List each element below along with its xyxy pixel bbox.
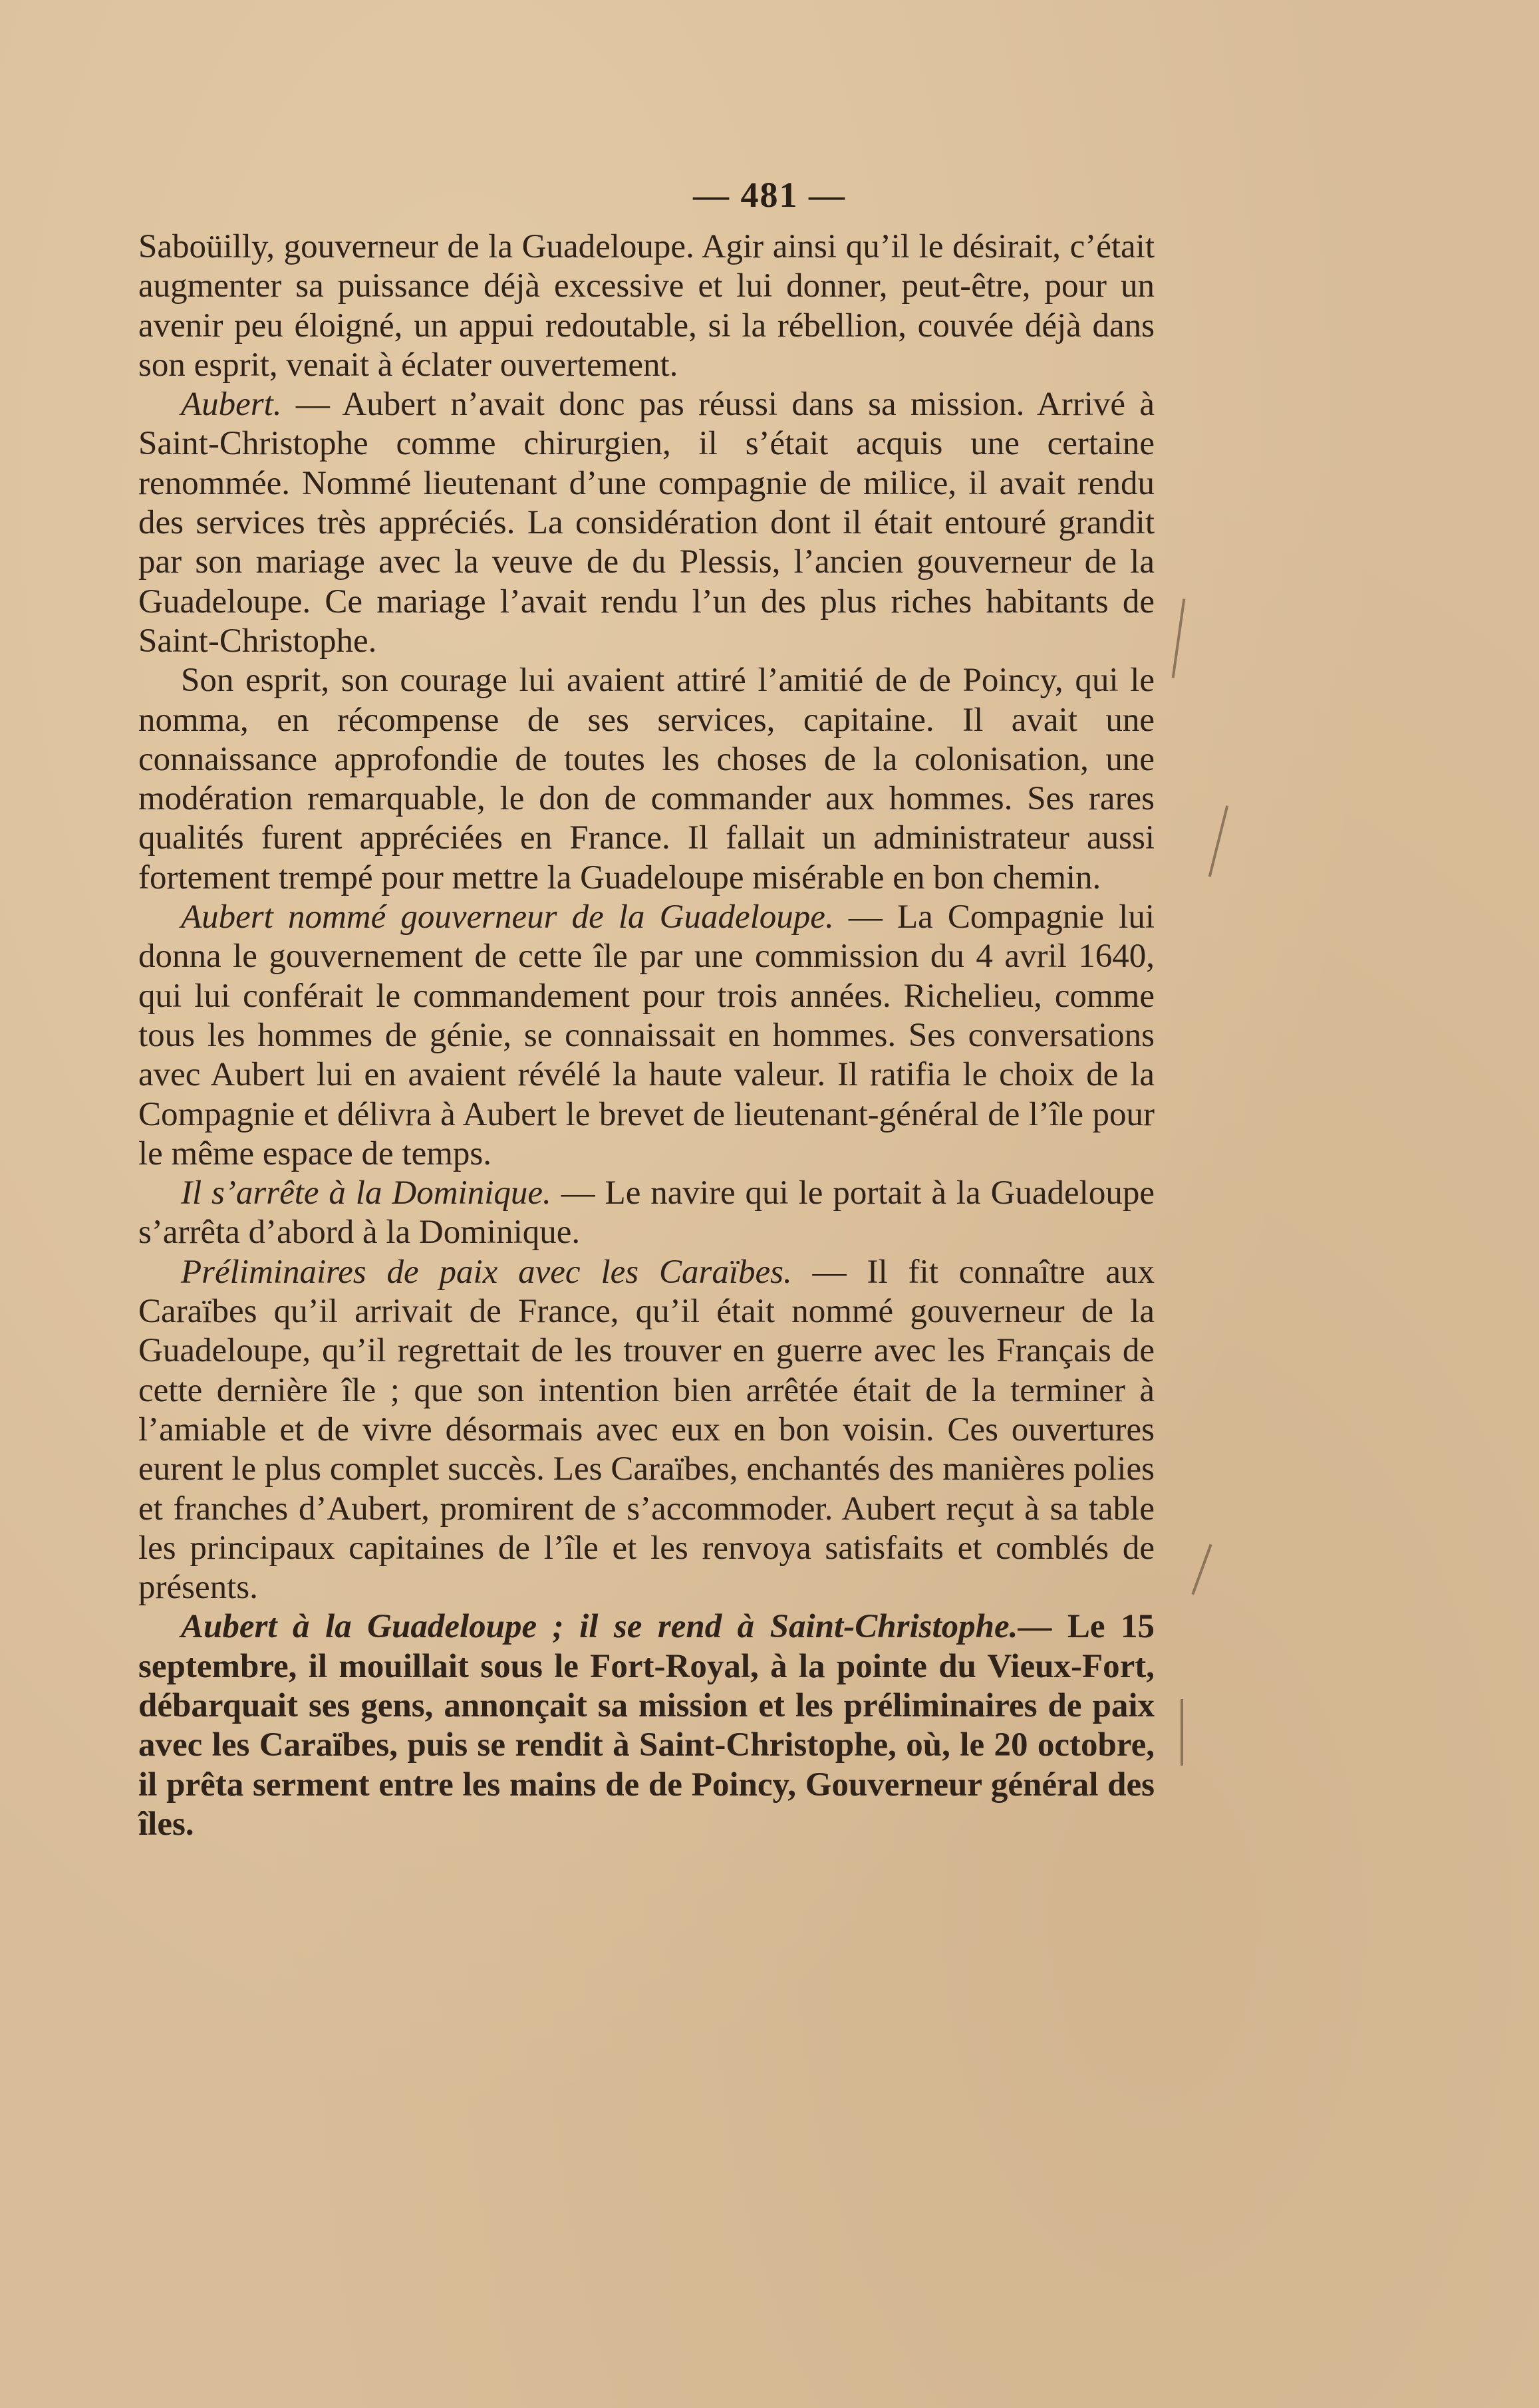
paragraph-text: Son esprit, son courage lui avaient attiré l’amitié de de Poincy, qui le nomma, en récompense de ses services, capitaine. Il avait une connaissance approfondie de toutes les choses de la colonisation, une modération remarquable, le don de commander aux hommes. Ses rares qualités furent appréciées en France. Il fallait un administrateur aussi fortement trempé pour mettre la Guadeloupe misérable en bon chemin.: [138, 662, 1155, 896]
paragraph-text: — Le 15 septembre, il mouillait sous le Fort-Royal, à la pointe du Vieux-Fort, débarquait ses gens, annonçait sa mission et les préliminaires de paix avec les Caraïbes, puis se rendit à Saint-Christophe, où, le 20 octobre, il prêta serment entre les mains de de Poincy, Gouverneur général des îles.: [138, 1608, 1155, 1843]
paragraph-text: — Le navire qui le portait à la Guadeloupe s’arrêta d’abord à la Dominique.: [138, 1174, 1155, 1252]
margin-pencil-mark: [1181, 1699, 1183, 1766]
paragraph-aubert: [138, 385, 1155, 661]
paragraph-text: — La Compagnie lui donna le gouvernement de cette île par une commission du 4 avril 1640, qui lui conférait le commandement pour trois années. Richelieu, comme tous les hommes de génie, se connaissait en hommes. Ses conversations avec Aubert lui en avaient révélé la haute valeur. Il ratifia le choix de la Compagnie et délivra à Aubert le brevet de lieutenant-général de l’île pour le même espace de temps.: [138, 898, 1155, 1172]
section-heading: Aubert à la Guadeloupe ; il se rend à Saint-Christophe.: [181, 1608, 1018, 1646]
page-number: — 481 —: [693, 175, 846, 215]
paragraph-poincy: [138, 661, 1155, 898]
paragraph-saint-christophe: [138, 1607, 1155, 1844]
paragraph-preliminaires: [138, 1253, 1155, 1608]
paragraph-dominique: [138, 1174, 1155, 1253]
section-heading: Préliminaires de paix avec les Caraïbes.: [181, 1253, 792, 1291]
margin-pencil-mark: [1191, 1544, 1212, 1595]
paragraph-nomination: [138, 898, 1155, 1174]
section-heading: Il s’arrête à la Dominique.: [181, 1174, 551, 1212]
paragraph-text: — Il fit connaître aux Caraïbes qu’il arrivait de France, qu’il était nommé gouverneur de la Guadeloupe, qu’il regrettait de les trouver en guerre avec les Français de cette dernière île ; que son intention bien arrêtée était de la terminer à l’amiable et de vivre désormais avec eux en bon voisin. Ces ouvertures eurent le plus complet succès. Les Caraïbes, enchantés des manières polies et franches d’Aubert, promirent de s’accommoder. Aubert reçut à sa table les principaux capitaines de l’île et les renvoya satisfaits et comblés de présents.: [138, 1253, 1155, 1607]
paragraph-continuation: [138, 227, 1155, 385]
section-heading: Aubert.: [181, 386, 282, 424]
paragraph-text: Saboüilly, gouverneur de la Guadeloupe. Agir ainsi qu’il le désirait, c’était augmenter sa puissance déjà excessive et lui donner, peut-être, pour un avenir peu éloigné, un appui redoutable, si la rébellion, couvée déjà dans son esprit, venait à éclater ouvertement.: [138, 228, 1155, 384]
margin-pencil-mark: [1208, 805, 1228, 877]
paragraph-text: — Aubert n’avait donc pas réussi dans sa mission. Arrivé à Saint-Christophe comme chirurgien, il s’était acquis une certaine renommée. Nommé lieutenant d’une compagnie de milice, il avait rendu des services très appréciés. La considération dont il était entouré grandit par son mariage avec la veuve de du Plessis, l’ancien gouverneur de la Guadeloupe. Ce mariage l’avait rendu l’un des plus riches habitants de Saint-Christophe.: [138, 386, 1155, 660]
section-heading: Aubert nommé gouverneur de la Guadeloupe.: [181, 898, 834, 936]
body-text: [138, 227, 1155, 1844]
margin-pencil-mark: [1172, 599, 1186, 678]
